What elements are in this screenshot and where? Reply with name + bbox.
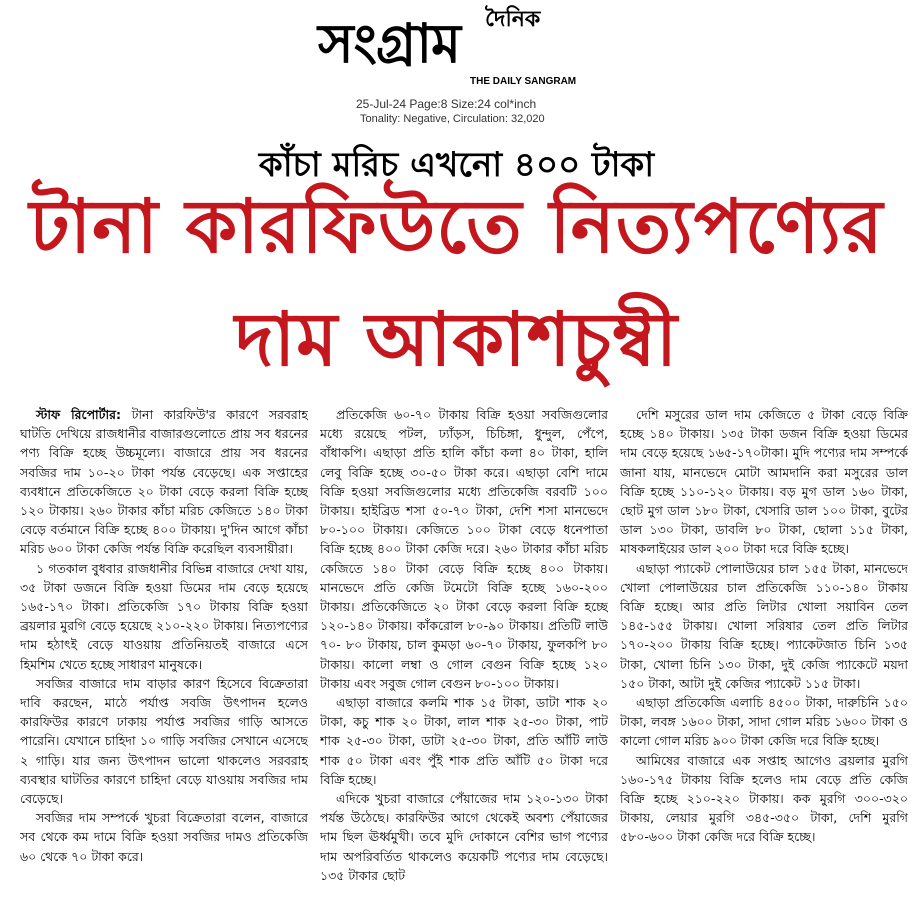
newspaper-name: সংগ্রাম	[318, 12, 461, 75]
main-headline-line1: টানা কারফিউতে নিত্যপণ্যের	[29, 184, 884, 270]
article-paragraph: এদিকে খুচরা বাজারে পেঁয়াজের দাম ১২০-১৩০ টাকা পর্যন্ত উঠেছে। কারফিউর আগে থেকেই অবশ্য পেঁয়াজের দাম ছিল ঊর্ধ্বমুখী। তবে মুদি দোকানে বেশির ভাগ পণ্যের দাম অপরিবর্তিত থাকলেও কয়েকটি পণ্যের দাম বেড়েছে। ১৩৫ টাকার ছোট	[320, 791, 608, 883]
clipping-meta	[356, 96, 545, 126]
clipping-date-page: 25-Jul-24 Page:8 Size:24 col*inch	[356, 97, 537, 111]
masthead	[300, 0, 600, 95]
article-paragraph: প্রতিকেজি ৬০-৭০ টাকায় বিক্রি হওয়া সবজিগুলোর মধ্যে রয়েছে পটল, ঢ্যাঁড়স, চিচিঙ্গা, ধুন্দুল, পেঁপে, বাঁধাকপি। এছাড়া প্রতি হালি কাঁচা কলা ৪০ টাকা, হালি লেবু বিক্রি হচ্ছে ৩০-৫০ টাকা করে। এছাড়া বেশি দামে বিক্রি হওয়া সবজিগুলোর মধ্যে প্রতিকেজি বরবটি ১০০ টাকায়। হাইব্রিড শসা ৫০-৭০ টাকা, দেশি শসা মানভেদে ৮০-১০০ টাকায়। কেজিতে ১০০ টাকা বেড়ে ধনেপাতা বিক্রি হচ্ছে ৪০০ টাকা কেজি দরে। ২৬০ টাকার কাঁচা মরিচ কেজিতে ১৪০ টাকা বেড়ে বিক্রি হচ্ছে ৪০০ টাকায়। মানভেদে প্রতি কেজি টমেটো বিক্রি হচ্ছে ১৬০-২০০ টাকায়। প্রতিকেজিতে ২০ টাকা বেড়ে করলা বিক্রি হচ্ছে ১২০-১৪০ টাকায়। কাঁকরোল ৮০-৯০ টাকায়। প্রতিটি লাউ ৭০- ৮০ টাকায়, চাল কুমড়া ৬০-৭০ টাকায়, ফুলকপি ৮০ টাকায়। কালো লম্বা ও গোল বেগুন বিক্রি হচ্ছে ১২০ টাকায় এবং সবুজ গোল বেগুন ৮০-১০০ টাকায়।	[320, 407, 608, 691]
article-paragraph: এছাড়া বাজারে কলমি শাক ১৫ টাকা, ডাটা শাক ২০ টাকা, কচু শাক ২০ টাকা, লাল শাক ২৫-৩০ টাকা, পাট শাক ২৫-৩০ টাকা, ডাটা ২৫-৩০ টাকা, প্রতি আঁটি লাউ শাক ৫০ টাকা এবং পুঁই শাক প্রতি আঁটি ৫০ টাকা দরে বিক্রি হচ্ছে।	[320, 695, 608, 787]
article-column-3	[620, 405, 908, 913]
article-column-2	[320, 405, 608, 913]
article-paragraph: আমিষের বাজারে এক সপ্তাহ আগেও ব্রয়লার মুরগি ১৬০-১৭৫ টাকায় বিক্রি হলেও দাম বেড়ে প্রতি কেজি বিক্রি হচ্ছে ২১০-২২০ টাকায়। কক মুরগি ৩০০-৩২০ টাকায়, লেয়ার মুরগি ৩৪৫-৩৫০ টাকা, দেশি মুরগি ৫৮০-৬০০ টাকা কেজি দরে বিক্রি হচ্ছে।	[620, 752, 908, 845]
article-paragraph: ১ গতকাল বুধবার রাজধানীর বিভিন্ন বাজারে দেখা যায়, ৩৫ টাকা ডজনে বিক্রি হওয়া ডিমের দাম বেড়ে হয়েছে ১৬৫-১৭০ টাকা। প্রতিকেজি ১৭০ টাকায় বিক্রি হওয়া ব্রয়লার মুরগি বেড়ে হয়েছে ২১০-২২০ টাকায়। নিত্যপণ্যের দাম হঠাৎই বেড়ে যাওয়ায় প্রতিনিয়তই বাজারে এসে হিমশিম খেতে হচ্ছে সাধারণ মানুষকে।	[20, 560, 308, 672]
byline: স্টাফ রিপোর্টার:	[36, 407, 121, 422]
article-column-1	[20, 405, 308, 913]
article-paragraph: স্টাফ রিপোর্টার: টানা কারফিউ'র কারণে সরবরাহ ঘাটতি দেখিয়ে রাজধানীর বাজারগুলোতে প্রায় সব ধরনের পণ্য বিক্রি হচ্ছে উচ্চমূল্যে। বাজারে প্রায় সব ধরনের সবজির দাম ১০-২০ টাকা পর্যন্ত বেড়েছে। এক সপ্তাহের ব্যবধানে প্রতিকেজিতে ২০ টাকা বেড়ে করলা বিক্রি হচ্ছে ১২০ টাকায়। ২৬০ টাকার কাঁচা মরিচ কেজিতে ১৪০ টাকা বেড়ে বর্তমানে বিক্রি হচ্ছে ৪০০ টাকায়। দু'দিন আগে কাঁচা মরিচ ৬০০ টাকা কেজি পর্যন্ত বিক্রি করেছিল ব্যবসায়ীরা।	[20, 407, 308, 557]
clipping-tonality: Tonality: Negative, Circulation: 32,020	[360, 113, 545, 125]
article-paragraph: সবজির দাম সম্পর্কে খুচরা বিক্রেতারা বলেন, বাজারে সব থেকে কম দামে বিক্রি হওয়া সবজির দামও প্রতিকেজি ৬০ থেকে ৭০ টাকা করে।	[20, 810, 308, 864]
article-paragraph: দেশি মসুরের ডাল দাম কেজিতে ৫ টাকা বেড়ে বিক্রি হচ্ছে ১৪০ টাকায়। ১৩৫ টাকা ডজন বিক্রি হওয়া ডিমের দাম বেড়ে হয়েছে ১৬৫-১৭০টাকা। মুদি পণ্যের দাম সম্পর্কে জানা যায়, মানভেদে মোটা আমদানি করা মসুরের ডাল বিক্রি হচ্ছে ১১০-১২০ টাকায়। বড় মুগ ডাল ১৬০ টাকা, ছোট মুগ ডাল ১৮০ টাকা, খেসারি ডাল ১০০ টাকা, বুটের ডাল ১৩০ টাকা, ডাবলি ৮০ টাকা, ছোলা ১১৫ টাকা, মাষকলাইয়ের ডাল ২০০ টাকা দরে বিক্রি হচ্ছে।	[620, 407, 908, 557]
masthead-prefix: দৈনিক	[485, 7, 541, 32]
kicker-headline: কাঁচা মরিচ এখনো ৪০০ টাকা	[258, 145, 655, 185]
newspaper-english-name: THE DAILY SANGRAM	[470, 76, 577, 87]
article-body	[20, 405, 908, 913]
article-paragraph: এছাড়া প্রতিকেজি এলাচি ৪৫০০ টাকা, দারুচিনি ১৫০ টাকা, লবঙ্গ ১৬০০ টাকা, সাদা গোল মরিচ ১৬০০ টাকা ও কালো গোল মরিচ ৯০০ টাকা কেজি দরে বিক্রি হচ্ছে।	[620, 695, 908, 749]
article-paragraph: এছাড়া প্যাকেট পোলাউয়ের চাল ১৫৫ টাকা, মানভেদে খোলা পোলাউয়ের চাল প্রতিকেজি ১১০-১৪০ টাকায় বিক্রি হচ্ছে। আর প্রতি লিটার খোলা সয়াবিন তেল ১৪৫-১৫৫ টাকায়। খোলা সরিষার তেল প্রতি লিটার ১৭০-২০০ টাকায় বিক্রি হচ্ছে। প্যাকেটজাত চিনি ১৩৫ টাকা, খোলা চিনি ১৩০ টাকা, দুই কেজি প্যাকেটে ময়দা ১৫০ টাকা, আটা দুই কেজির প্যাকেট ১১৫ টাকা।	[620, 560, 908, 691]
article-paragraph: সবজির বাজারে দাম বাড়ার কারণ হিসেবে বিক্রেতারা দাবি করছেন, মাঠে পর্যাপ্ত সবজি উৎপাদন হলেও কারফিউর কারণে ঢাকায় পর্যাপ্ত সবজির গাড়ি আসতে পারেনি। যেখানে চাহিদা ১০ গাড়ি সবজির সেখানে এসেছে ২ গাড়ি। যার জন্য উৎপাদন ভালো থাকলেও সরবরাহ ব্যবস্থার ঘাটতির কারণে চাহিদা বেড়ে যাওয়ায় সবজির দাম বেড়েছে।	[20, 675, 308, 807]
main-headline-line2: দাম আকাশচুম্বী	[234, 297, 679, 383]
